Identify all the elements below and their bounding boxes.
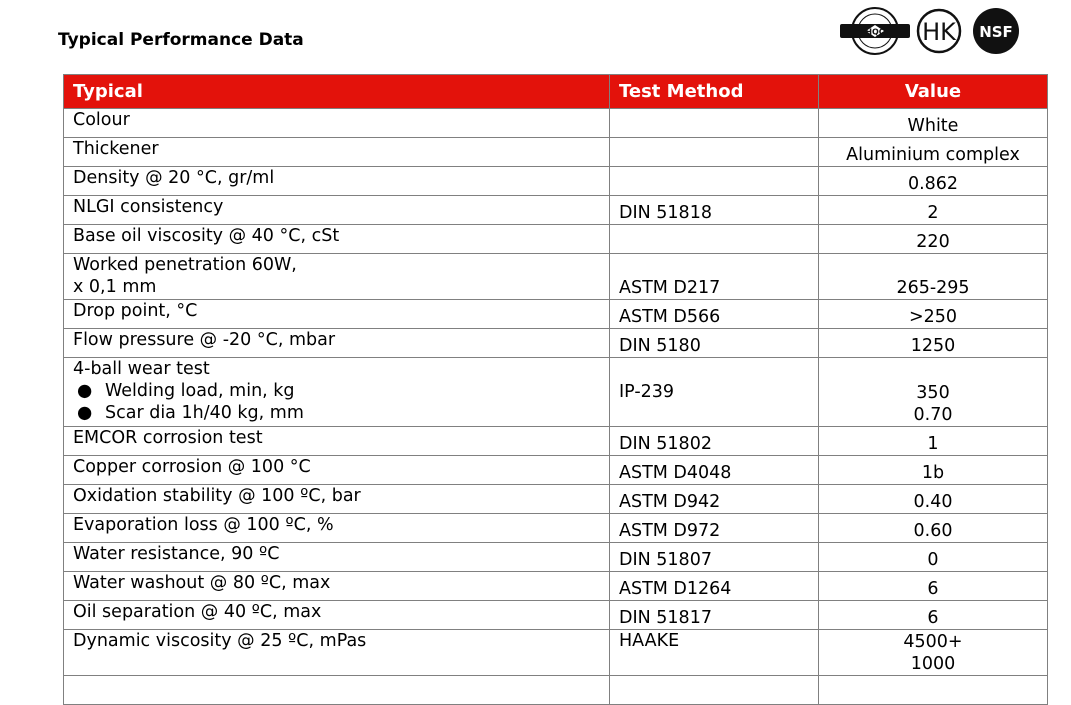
table-row: [64, 485, 1048, 514]
table-row: [64, 300, 1048, 329]
method-cell: [610, 225, 819, 254]
property-cell: EMCOR corrosion test: [64, 427, 610, 456]
property-cell: NLGI consistency: [64, 196, 610, 225]
method-cell: ASTM D1264: [610, 572, 819, 601]
table-row: [64, 630, 1048, 676]
table-row: [64, 138, 1048, 167]
header-typical: Typical: [64, 75, 610, 109]
method-cell: ASTM D942: [610, 485, 819, 514]
method-cell: [610, 167, 819, 196]
hk-logo-text: HK: [922, 18, 956, 46]
method-cell: DIN 51818: [610, 196, 819, 225]
table-row: [64, 427, 1048, 456]
bullet-item: [73, 380, 600, 402]
value-cell: White: [819, 109, 1048, 138]
halal-hqc-logo: [838, 6, 912, 56]
value-cell: 0.40: [819, 485, 1048, 514]
table-row: [64, 254, 1048, 300]
value-cell: 1: [819, 427, 1048, 456]
value-cell: [819, 676, 1048, 705]
hqc-logo-text: HQC: [865, 27, 885, 37]
table-header-row: [64, 75, 1048, 109]
value-line-1: 4500+: [903, 632, 963, 652]
hk-logo: [916, 8, 962, 54]
table-row-cut-off: [64, 676, 1048, 705]
method-cell: ASTM D566: [610, 300, 819, 329]
method-cell: DIN 51817: [610, 601, 819, 630]
table-row: [64, 225, 1048, 254]
table-row: [64, 572, 1048, 601]
method-cell: IP-239: [610, 358, 819, 427]
table-row: [64, 329, 1048, 358]
value-cell: 1b: [819, 456, 1048, 485]
header-test-method: Test Method: [610, 75, 819, 109]
property-cell: Water washout @ 80 ºC, max: [64, 572, 610, 601]
method-cell: [610, 138, 819, 167]
property-cell: Drop point, °C: [64, 300, 610, 329]
value-line-2: 0.70: [913, 405, 953, 425]
table-row: [64, 456, 1048, 485]
value-cell: 6: [819, 572, 1048, 601]
bullet-icon: ●: [77, 403, 93, 423]
property-line-1: Worked penetration 60W,: [73, 255, 297, 275]
value-cell: 0: [819, 543, 1048, 572]
value-cell: [819, 630, 1048, 676]
property-cell: Flow pressure @ -20 °C, mbar: [64, 329, 610, 358]
value-cell: 2: [819, 196, 1048, 225]
method-cell: ASTM D217: [610, 254, 819, 300]
header-value: Value: [819, 75, 1048, 109]
performance-table: [63, 74, 1048, 705]
certification-logos: [838, 4, 1028, 56]
bullet-text: Scar dia 1h/40 kg, mm: [105, 403, 304, 423]
nsf-logo-text: NSF: [979, 23, 1013, 41]
value-cell: 0.60: [819, 514, 1048, 543]
nsf-logo: [972, 7, 1020, 55]
bullet-item: [73, 402, 600, 424]
method-cell: ASTM D4048: [610, 456, 819, 485]
value-cell: 220: [819, 225, 1048, 254]
property-cell: Evaporation loss @ 100 ºC, %: [64, 514, 610, 543]
value-cell: 265-295: [819, 254, 1048, 300]
method-cell: HAAKE: [610, 630, 819, 676]
value-cell: 6: [819, 601, 1048, 630]
bullet-text: Welding load, min, kg: [105, 381, 295, 401]
method-cell: DIN 5180: [610, 329, 819, 358]
property-line-1: 4-ball wear test: [73, 359, 210, 379]
table-row: [64, 543, 1048, 572]
property-cell: Colour: [64, 109, 610, 138]
property-cell: Water resistance, 90 ºC: [64, 543, 610, 572]
property-cell: [64, 676, 610, 705]
property-cell: Base oil viscosity @ 40 °C, cSt: [64, 225, 610, 254]
property-cell: Thickener: [64, 138, 610, 167]
table-row: [64, 601, 1048, 630]
property-cell: Oil separation @ 40 ºC, max: [64, 601, 610, 630]
table-row: [64, 514, 1048, 543]
table-row: [64, 358, 1048, 427]
property-cell: Copper corrosion @ 100 °C: [64, 456, 610, 485]
property-cell: Dynamic viscosity @ 25 ºC, mPas: [64, 630, 610, 676]
method-cell: [610, 109, 819, 138]
property-cell: Density @ 20 °C, gr/ml: [64, 167, 610, 196]
bullet-icon: ●: [77, 381, 93, 401]
value-cell: 1250: [819, 329, 1048, 358]
table-row: [64, 109, 1048, 138]
table-row: [64, 167, 1048, 196]
table-row: [64, 196, 1048, 225]
value-cell: [819, 358, 1048, 427]
method-cell: [610, 676, 819, 705]
property-cell: [64, 358, 610, 427]
value-line-2: 1000: [910, 654, 956, 674]
value-cell: >250: [819, 300, 1048, 329]
value-line-1: 350: [916, 383, 950, 403]
method-cell: DIN 51802: [610, 427, 819, 456]
property-cell: [64, 254, 610, 300]
value-cell: Aluminium complex: [819, 138, 1048, 167]
property-cell: Oxidation stability @ 100 ºC, bar: [64, 485, 610, 514]
value-cell: 0.862: [819, 167, 1048, 196]
method-cell: ASTM D972: [610, 514, 819, 543]
page-title: Typical Performance Data: [58, 30, 304, 50]
method-cell: DIN 51807: [610, 543, 819, 572]
property-line-2: x 0,1 mm: [73, 277, 157, 297]
